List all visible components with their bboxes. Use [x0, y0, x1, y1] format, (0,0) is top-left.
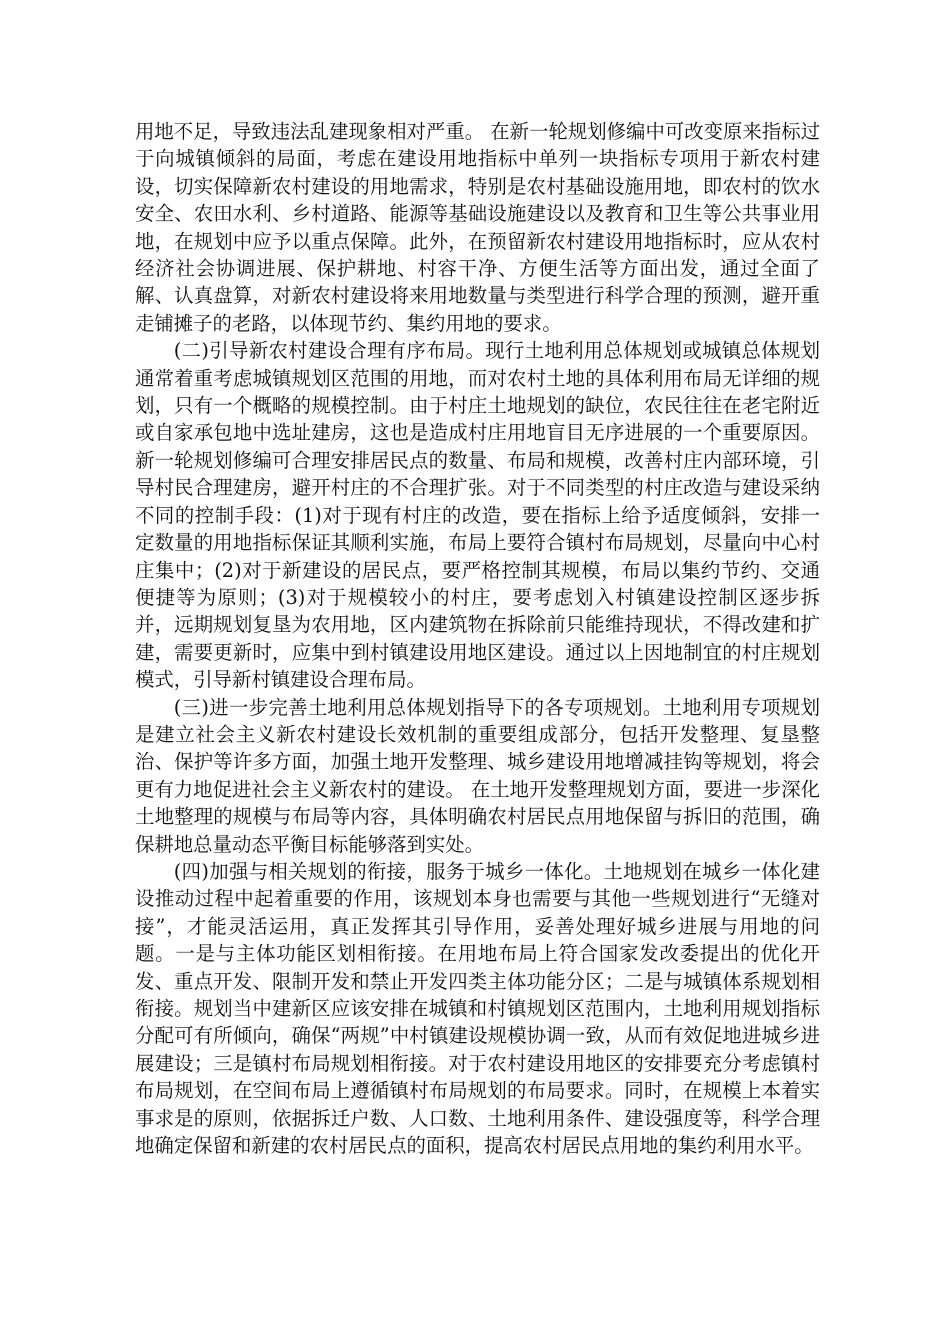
- paragraph-section-4-coordination: (四)加强与相关规划的衔接，服务于城乡一体化。土地规划在城乡一体化建设推动过程中起着重要的作用，该规划本身也需要与其他一些规划进行“无缝对接”，才能灵活运用，真正发挥其引导作用，妥善处理好城乡进展与用地的问题。一是与主体功能区划相衔接。在用地布局上符合国家发改委提出的优化开发、重点开发、限制开发和禁止开发四类主体功能分区；二是与城镇体系规划相衔接。规划当中建新区应该安排在城镇和村镇规划区范围内，土地利用规划指标分配可有所倾向，确保“两规”中村镇建设规模协调一致，从而有效促地进城乡进展建设；三是镇村布局规划相衔接。对于农村建设用地区的安排要充分考虑镇村布局规划，在空间布局上遵循镇村布局规划的布局要求。同时，在规模上本着实事求是的原则，依据拆迁户数、人口数、土地利用条件、建设强度等，科学合理地确定保留和新建的农村居民点的面积，提高农村居民点用地的集约利用水平。: [135, 859, 820, 1158]
- document-page: [135, 118, 820, 1159]
- paragraph-land-shortage: 用地不足，导致违法乱建现象相对严重。 在新一轮规划修编中可改变原来指标过于向城镇倾斜的局面，考虑在建设用地指标中单列一块指标专项用于新农村建设，切实保障新农村建设的用地需求，特别是农村基础设施用地，即农村的饮水安全、农田水利、乡村道路、能源等基础设施建设以及教育和卫生等公共事业用地，在规划中应予以重点保障。此外，在预留新农村建设用地指标时，应从农村经济社会协调进展、保护耕地、村容干净、方便生活等方面出发，通过全面了解、认真盘算，对新农村建设将来用地数量与类型进行科学合理的预测，避开重走铺摊子的老路，以体现节约、集约用地的要求。: [135, 120, 820, 335]
- paragraph-section-2-layout: (二)引导新农村建设合理有序布局。现行土地利用总体规划或城镇总体规划通常着重考虑城镇规划区范围的用地，而对农村土地的具体利用布局无详细的规划，只有一个概略的规模控制。由于村庄土地规划的缺位，农民往往在老宅附近或自家承包地中选址建房，这也是造成村庄用地盲目无序进展的一个重要原因。 新一轮规划修编可合理安排居民点的数量、布局和规模，改善村庄内部环境，引导村民合理建房，避开村庄的不合理扩张。对于不同类型的村庄改造与建设采纳不同的控制手段：(1)对于现有村庄的改造，要在指标上给予适度倾斜，安排一定数量的用地指标保证其顺利实施，布局上要符合镇村布局规划，尽量向中心村庄集中；(2)对于新建设的居民点，要严格控制其规模，布局以集约节约、交通便捷等为原则；(3)对于规模较小的村庄，要考虑划入村镇建设控制区逐步拆并，远期规划复垦为农用地，区内建筑物在拆除前只能维持现状，不得改建和扩建，需要更新时，应集中到村镇建设用地区建设。通过以上因地制宜的村庄规划模式，引导新村镇建设合理布局。: [135, 339, 820, 692]
- paragraph-section-3-special-planning: (三)进一步完善土地利用总体规划指导下的各专项规划。土地利用专项规划是建立社会主义新农村建设长效机制的重要组成部分，包括开发整理、复垦整治、保护等许多方面，加强土地开发整理、城乡建设用地增减挂钩等规划，将会更有力地促进社会主义新农村的建设。 在土地开发整理规划方面，要进一步深化土地整理的规模与布局等内容，具体明确农村居民点用地保留与拆旧的范围，确保耕地总量动态平衡目标能够落到实处。: [135, 695, 820, 856]
